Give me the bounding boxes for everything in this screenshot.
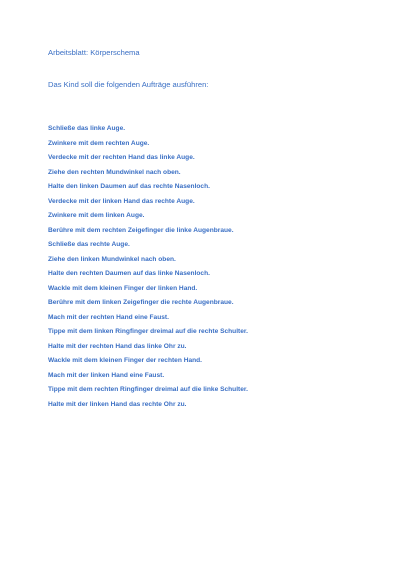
task-item: Tippe mit dem linken Ringfinger dreimal auf die rechte Schulter. xyxy=(48,328,248,335)
task-item: Ziehe den rechten Mundwinkel nach oben. xyxy=(48,168,181,176)
task-item: Schließe das linke Auge. xyxy=(48,125,126,132)
task-item: Tippe mit dem rechten Ringfinger dreimal auf die linke Schulter. xyxy=(48,386,248,393)
task-item: Berühre mit dem linken Zeigefinger die rechte Augenbraue. xyxy=(48,299,234,306)
task-item: Halte mit der rechten Hand das linke Ohr zu. xyxy=(48,342,187,350)
task-item: Zwinkere mit dem linken Auge. xyxy=(48,212,145,219)
task-item: Ziehe den linken Mundwinkel nach oben. xyxy=(48,255,176,263)
task-item: Wackle mit dem kleinen Finger der linken Hand. xyxy=(48,284,198,292)
task-item: Verdecke mit der rechten Hand das linke Auge. xyxy=(48,154,195,161)
task-item: Mach mit der linken Hand eine Faust. xyxy=(48,371,165,379)
task-item: Berühre mit dem rechten Zeigefinger die linke Augenbraue. xyxy=(48,226,234,234)
task-item: Verdecke mit der linken Hand das rechte Auge. xyxy=(48,197,195,205)
task-item: Schließe das rechte Auge. xyxy=(48,241,130,248)
document-title: Arbeitsblatt: Körperschema xyxy=(48,48,140,57)
task-item: Halte mit der linken Hand das rechte Ohr zu. xyxy=(48,400,187,408)
task-item: Zwinkere mit dem rechten Auge. xyxy=(48,139,150,147)
task-item: Halte den linken Daumen auf das rechte Nasenloch. xyxy=(48,183,210,190)
task-item: Mach mit der rechten Hand eine Faust. xyxy=(48,313,169,321)
task-list xyxy=(48,124,248,414)
task-item: Halte den rechten Daumen auf das linke Nasenloch. xyxy=(48,270,210,277)
instruction-intro: Das Kind soll die folgenden Aufträge ausführen: xyxy=(48,80,209,89)
task-item: Wackle mit dem kleinen Finger der rechten Hand. xyxy=(48,357,203,364)
